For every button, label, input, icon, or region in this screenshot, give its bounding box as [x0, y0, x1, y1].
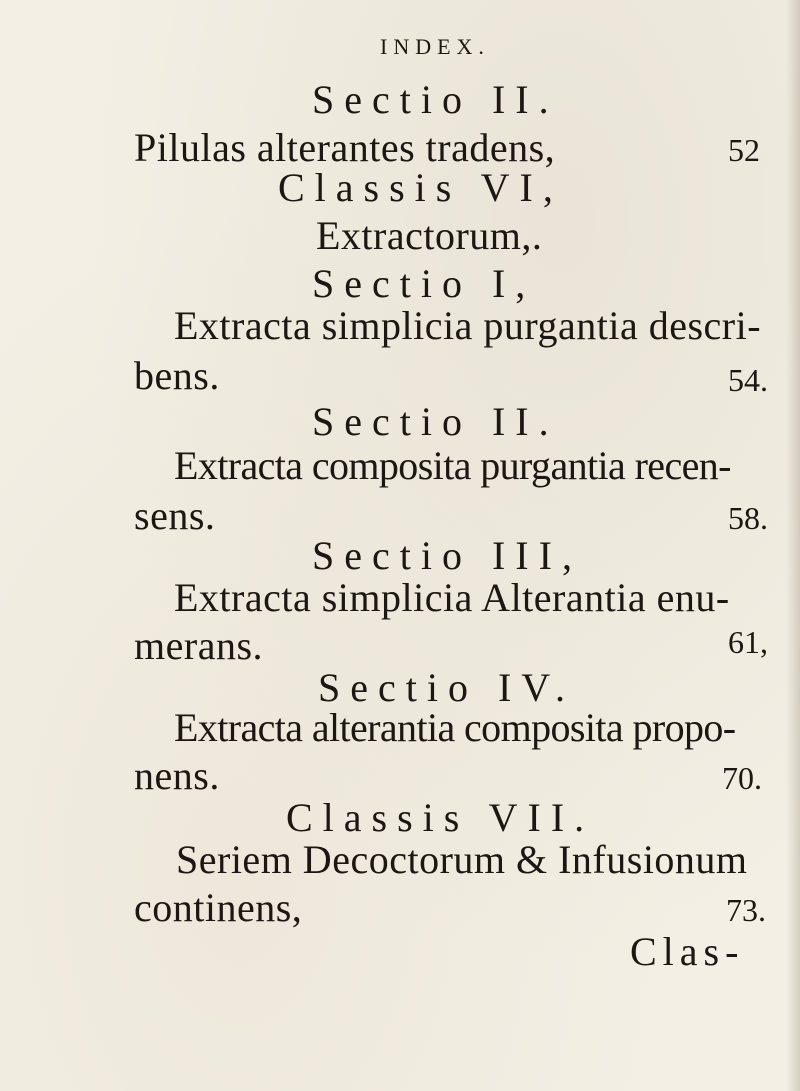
page-number: 52	[728, 132, 760, 168]
class-heading: Classis VI,	[278, 165, 563, 210]
index-entry: Extracta alterantia composita propo-	[174, 705, 736, 750]
index-entry: Pilulas alterantes tradens,	[134, 125, 556, 170]
index-entry: sens.	[134, 493, 216, 538]
section-heading: Sectio II.	[312, 399, 559, 444]
page-number: 73.	[726, 892, 766, 928]
index-entry: Extracta composita purgantia recen-	[174, 443, 731, 488]
index-entry: nens.	[134, 753, 220, 798]
index-entry: continens,	[134, 885, 303, 930]
index-entry: Seriem Decoctorum & Infusionum	[176, 837, 748, 882]
page-spine-shadow	[786, 0, 800, 1091]
class-heading: Classis VII.	[286, 795, 595, 840]
section-heading: Sectio IV.	[318, 665, 576, 710]
section-heading: Sectio III,	[312, 533, 582, 578]
page-number: 70.	[722, 760, 762, 796]
index-entry: Extracta simplicia purgantia descri-	[174, 303, 762, 348]
page-header: INDEX.	[380, 34, 490, 59]
catchword: Clas-	[630, 929, 745, 974]
page-number: 54.	[728, 362, 768, 398]
page-number: 61,	[728, 624, 768, 660]
index-entry: Extractorum,.	[316, 213, 543, 258]
index-entry: bens.	[134, 353, 220, 398]
index-entry: merans.	[134, 623, 264, 668]
section-heading: Sectio II.	[312, 77, 559, 122]
section-heading: Sectio I,	[312, 261, 536, 306]
index-entry: Extracta simplicia Alterantia enu-	[174, 575, 730, 620]
page-number: 58.	[728, 500, 768, 536]
